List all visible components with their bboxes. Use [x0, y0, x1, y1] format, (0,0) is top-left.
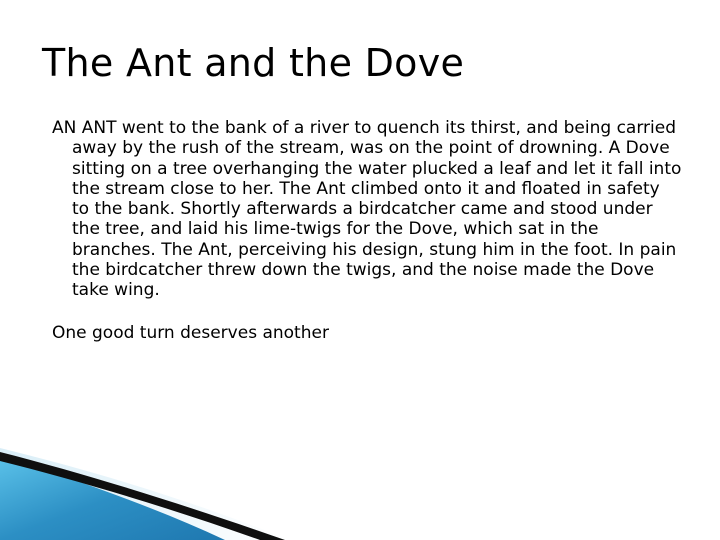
moral-text: One good turn deserves another	[52, 322, 329, 343]
story-paragraph: AN ANT went to the bank of a river to quench its thirst, and being carried away by the rush of the stream, was on the point of drowning. A Dove sitting on a tree overhanging the water plucked a leaf and let it fall into the stream close to her. The Ant climbed onto it and floated in safety to the bank. Shortly afterwards a birdcatcher came and stood under the tree, and laid his lime-twigs for the Dove, which sat in the branches. The Ant, perceiving his design, stung him in the foot. In pain the birdcatcher threw down the twigs, and the noise made the Dove take wing.	[52, 118, 682, 301]
slide-title: The Ant and the Dove	[42, 41, 465, 85]
